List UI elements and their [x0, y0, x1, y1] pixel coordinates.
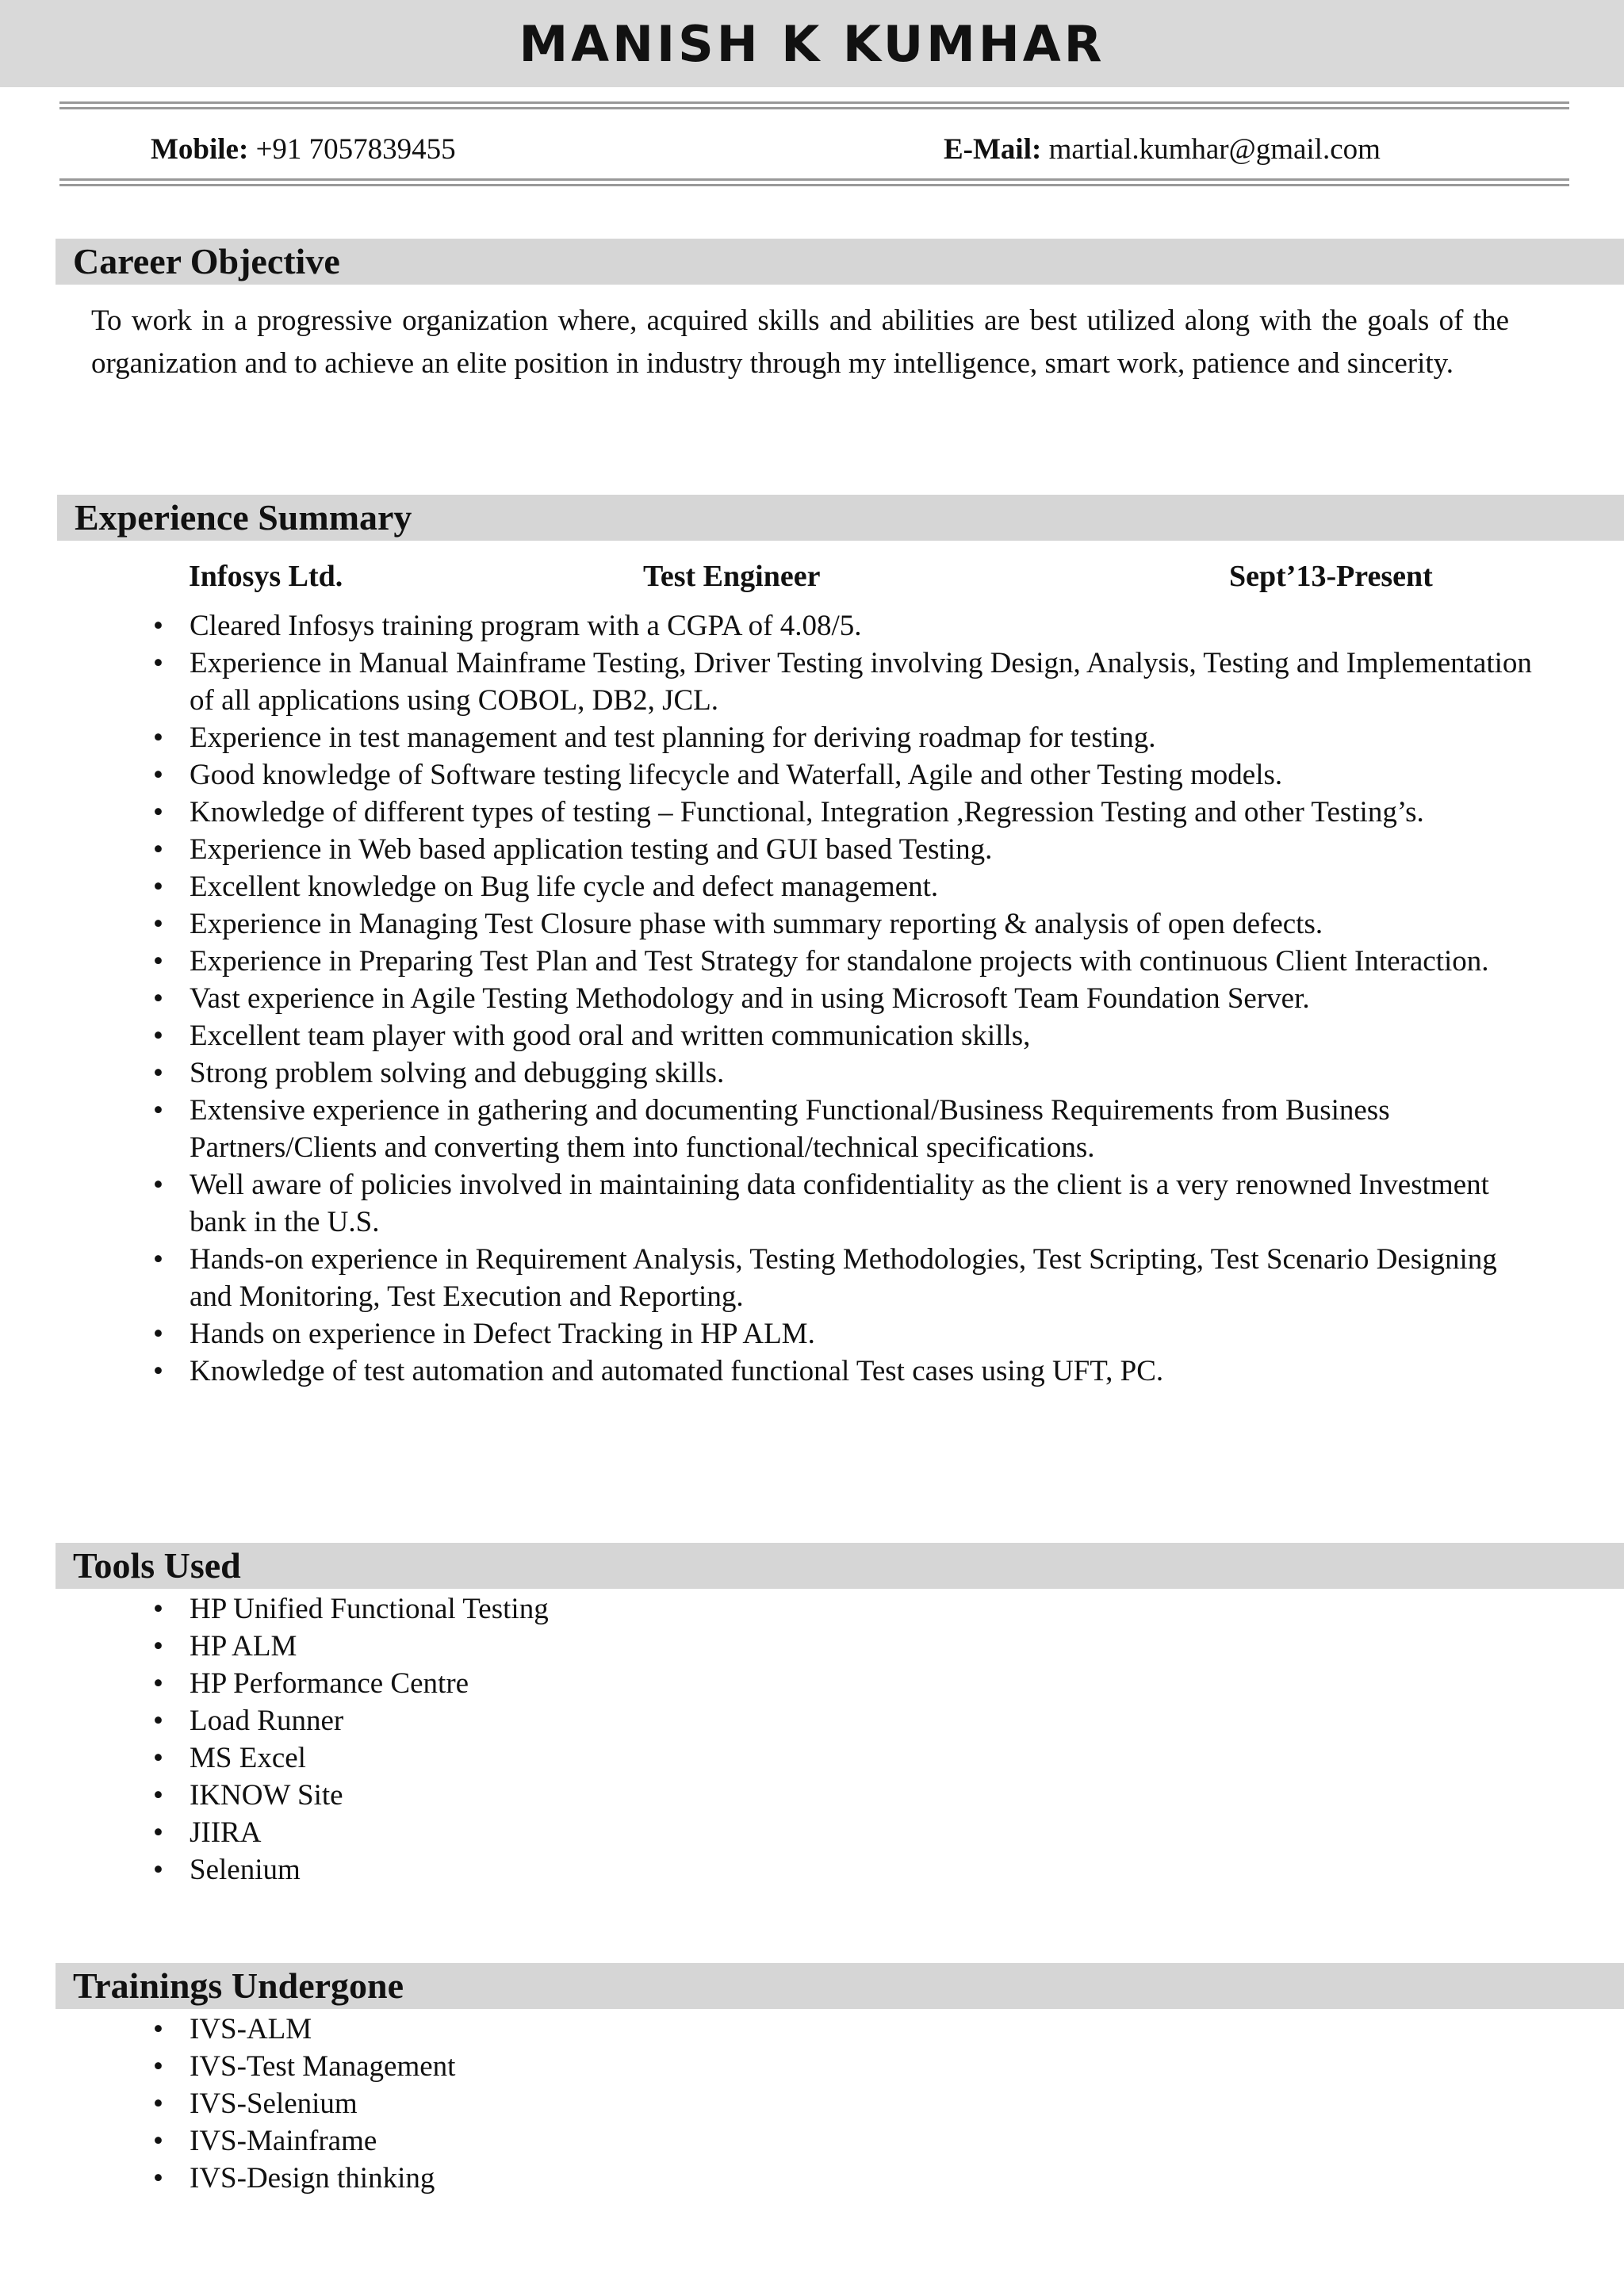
email-value: martial.kumhar@gmail.com [1048, 133, 1381, 166]
list-item: • Knowledge of different types of testing – Functional, Integration ,Regression Testing and other Testing’s. [153, 794, 1533, 831]
list-item: • IVS-Selenium [153, 2085, 946, 2122]
list-item: • Extensive experience in gathering and documenting Functional/Business Requirements from Business Partners/Clients and converting them into functional/technical specifications. [153, 1092, 1533, 1166]
list-item: • JIIRA [153, 1814, 946, 1851]
section-title: Experience Summary [75, 497, 412, 538]
list-item: • Hands-on experience in Requirement Analysis, Testing Methodologies, Test Scripting, Test Scenario Designing and Monitoring, Test Execution and Reporting. [153, 1241, 1533, 1315]
list-item: • Hands on experience in Defect Tracking in HP ALM. [153, 1315, 1533, 1353]
name-banner [0, 0, 1624, 87]
mobile-value: +91 7057839455 [255, 133, 456, 166]
section-trainings-undergone [56, 1963, 1624, 2009]
email-label: E-Mail: [944, 133, 1042, 166]
tools-list [153, 1590, 946, 1888]
email-contact [944, 132, 1381, 166]
contact-row [151, 132, 1419, 175]
list-item: • IVS-Mainframe [153, 2122, 946, 2160]
list-item: • Vast experience in Agile Testing Methodology and in using Microsoft Team Foundation Server. [153, 980, 1533, 1017]
career-objective-text: To work in a progressive organization where, acquired skills and abilities are best utilized along with the goals of the organization and to achieve an elite position in industry through my intelligence, smart work, patience and sincerity. [91, 304, 1509, 380]
mobile-label: Mobile: [151, 133, 249, 166]
section-career-objective [56, 239, 1624, 285]
section-experience-summary [57, 495, 1624, 541]
list-item: • Load Runner [153, 1702, 946, 1739]
job-period: Sept’13-Present [1229, 560, 1433, 593]
list-item: • Excellent knowledge on Bug life cycle and defect management. [153, 868, 1533, 905]
list-item: • Well aware of policies involved in maintaining data confidentiality as the client is a very renowned Investment bank in the U.S. [153, 1166, 1533, 1241]
header-divider-bottom [59, 178, 1569, 181]
list-item: • IKNOW Site [153, 1777, 946, 1814]
list-item: • Knowledge of test automation and automated functional Test cases using UFT, PC. [153, 1353, 1533, 1390]
list-item: • Experience in Web based application testing and GUI based Testing. [153, 831, 1533, 868]
section-title: Trainings Undergone [73, 1965, 404, 2006]
list-item: • Selenium [153, 1851, 946, 1888]
section-tools-used [56, 1543, 1624, 1589]
list-item: • Excellent team player with good oral and written communication skills, [153, 1017, 1533, 1054]
list-item: • Strong problem solving and debugging skills. [153, 1054, 1533, 1092]
list-item: • Good knowledge of Software testing lifecycle and Waterfall, Agile and other Testing models. [153, 756, 1533, 794]
section-title: Career Objective [73, 241, 340, 281]
list-item: • IVS-Design thinking [153, 2160, 946, 2197]
list-item: • IVS-ALM [153, 2011, 946, 2048]
list-item: • HP Performance Centre [153, 1665, 946, 1702]
candidate-name: MANISH K KUMHAR [519, 14, 1105, 73]
list-item: • MS Excel [153, 1739, 946, 1777]
list-item: • HP Unified Functional Testing [153, 1590, 946, 1628]
trainings-list [153, 2011, 946, 2197]
list-item: • Experience in Manual Mainframe Testing, Driver Testing involving Design, Analysis, Testing and Implementation of all applications using COBOL, DB2, JCL. [153, 645, 1533, 719]
company-name: Infosys Ltd. [189, 560, 343, 593]
section-title: Tools Used [73, 1545, 241, 1586]
list-item: • Experience in Preparing Test Plan and Test Strategy for standalone projects with continuous Client Interaction. [153, 943, 1533, 980]
list-item: • Experience in test management and test planning for deriving roadmap for testing. [153, 719, 1533, 756]
mobile-contact [151, 132, 456, 166]
job-role: Test Engineer [643, 560, 821, 593]
list-item: • Cleared Infosys training program with a CGPA of 4.08/5. [153, 607, 1533, 645]
list-item: • HP ALM [153, 1628, 946, 1665]
list-item: • Experience in Managing Test Closure phase with summary reporting & analysis of open defects. [153, 905, 1533, 943]
list-item: • IVS-Test Management [153, 2048, 946, 2085]
header-divider-top [59, 101, 1569, 104]
experience-list [153, 607, 1533, 1390]
